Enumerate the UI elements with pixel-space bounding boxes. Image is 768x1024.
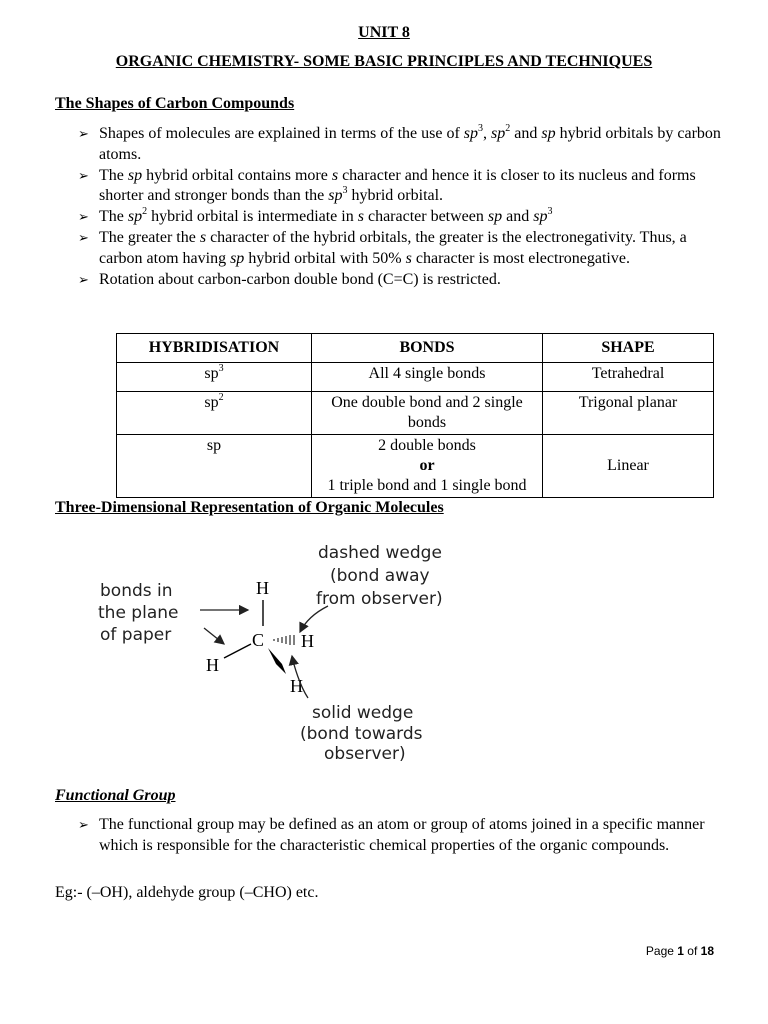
bullet-item: ➢ The functional group may be defined as an atom or group of atoms joined in a specific manner which is responsible for the characteristic chemical properties of the organic compounds. [78, 816, 705, 854]
label-dashed-line: (bond away [330, 566, 430, 586]
table-cell: $sp^3$ [117, 363, 312, 392]
table-cell: 2 double bonds or 1 triple bond and 1 single bond [312, 435, 543, 498]
table-header: HYBRIDISATION [117, 334, 312, 363]
table-cell: Linear [543, 435, 714, 498]
arrow-bullet-icon: ➢ [78, 817, 89, 832]
bullet-item: ➢ The greater the s character of the hybrid orbitals, the greater is the electronegativity. Thus, a carbon atom having sp hybrid orbital with 50% s character is most electronegative. [78, 228, 687, 267]
table-cell: $sp^2$ [117, 392, 312, 435]
label-plane-line: of paper [100, 625, 172, 645]
table-header-row [117, 334, 714, 363]
shapes-bullet-list [78, 124, 728, 290]
page-number: Page 1 of 18 [645, 944, 714, 958]
arrow-bullet-icon: ➢ [78, 126, 89, 141]
section-heading-shapes: The Shapes of Carbon Compounds [55, 95, 295, 112]
bullet-item: ➢ Shapes of molecules are explained in terms of the use of $sp^3$, $sp^2$ and sp hybrid orbitals by carbon atoms. [78, 122, 721, 163]
table-cell: sp [117, 435, 312, 498]
label-solid-line: (bond towards [300, 724, 423, 744]
table-cell: Trigonal planar [543, 392, 714, 435]
label-plane-line: the plane [98, 603, 179, 623]
bullet-item: ➢ Rotation about carbon-carbon double bond (C=C) is restricted. [78, 270, 728, 291]
arrow-plane-bottom [204, 628, 224, 644]
chapter-title: ORGANIC CHEMISTRY- SOME BASIC PRINCIPLES AND TECHNIQUES [115, 53, 653, 70]
table-header: SHAPE [543, 334, 714, 363]
table-row [117, 435, 714, 498]
table-header: BONDS [312, 334, 543, 363]
wedge-dash-diagram [96, 540, 456, 770]
table-cell: Tetrahedral [543, 363, 714, 392]
atom-h-right: H [301, 631, 314, 651]
atom-h-top: H [256, 578, 269, 598]
table-cell: One double bond and 2 single bonds [312, 392, 543, 435]
bullet-item: ➢ The $sp^2$ hybrid orbital is intermediate in s character between sp and $sp^3$ [78, 207, 728, 228]
dashed-wedge-bond [274, 635, 294, 645]
example-text: Eg:- (–OH), aldehyde group (–CHO) etc. [55, 884, 319, 901]
arrow-bullet-icon: ➢ [78, 209, 89, 225]
arrow-bullet-icon: ➢ [78, 229, 89, 245]
arrow-bullet-icon: ➢ [78, 271, 89, 287]
table-row [117, 363, 714, 392]
hybridisation-table [116, 333, 714, 498]
atom-h-bottom: H [290, 676, 303, 696]
label-solid-line: observer) [324, 744, 406, 764]
table-row [117, 392, 714, 435]
arrow-dashed [300, 606, 328, 632]
bond-left [224, 644, 251, 658]
bullet-item: ➢ The sp hybrid orbital contains more s character and hence it is closer to its nucleus and forms shorter and stronger bonds than the $sp^3$ hybrid orbital. [78, 166, 696, 205]
solid-wedge-bond [268, 648, 286, 674]
unit-title: UNIT 8 [358, 24, 410, 41]
label-plane-line: bonds in [100, 581, 173, 601]
label-dashed-line: from observer) [316, 589, 443, 609]
arrow-bullet-icon: ➢ [78, 167, 89, 183]
label-dashed-line: dashed wedge [318, 543, 442, 563]
functional-bullet-list [78, 815, 728, 857]
section-heading-functional-group: Functional Group [55, 787, 176, 804]
table-cell: All 4 single bonds [312, 363, 543, 392]
atom-h-left: H [206, 655, 219, 675]
section-heading-3d: Three-Dimensional Representation of Organic Molecules [55, 499, 444, 516]
label-solid-line: solid wedge [312, 703, 414, 723]
atom-c: C [252, 630, 265, 650]
